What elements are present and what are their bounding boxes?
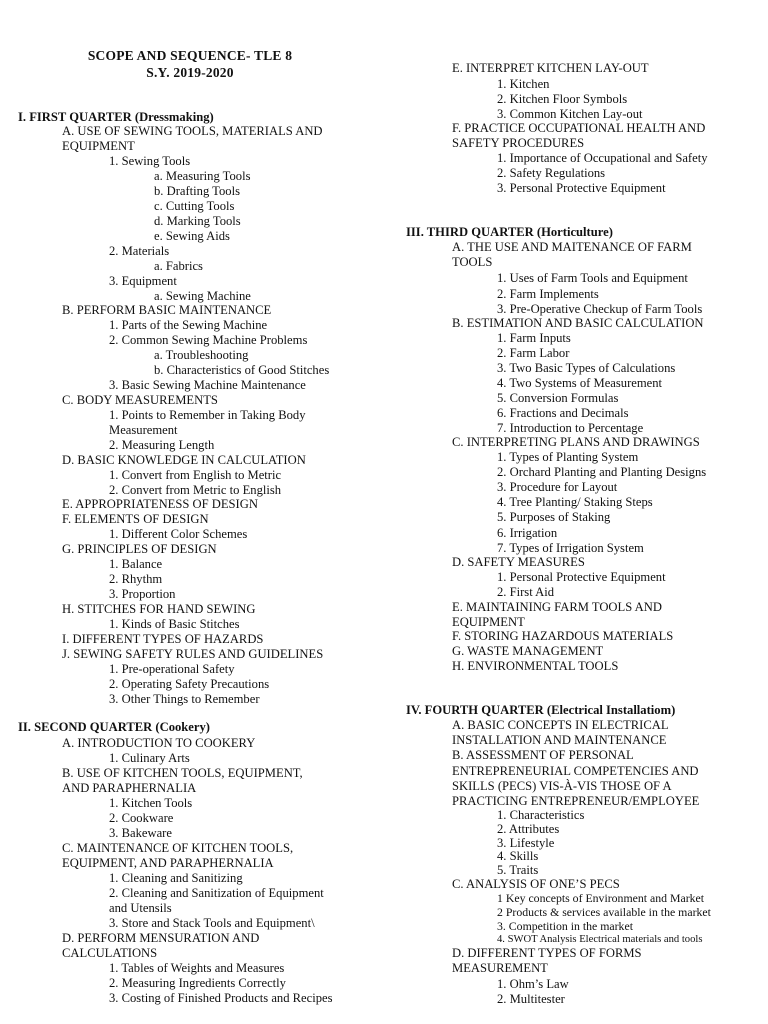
outline-line: 3. Costing of Finished Products and Recipes (109, 991, 333, 1005)
outline-line: PRACTICING ENTREPRENEUR/EMPLOYEE (452, 794, 700, 808)
outline-line: 1. Points to Remember in Taking Body (109, 408, 306, 422)
outline-line: 3. Competition in the market (497, 919, 633, 933)
outline-line: C. ANALYSIS OF ONE’S PECS (452, 877, 620, 891)
quarter-heading: III. THIRD QUARTER (Horticulture) (406, 225, 613, 239)
outline-line: a. Fabrics (154, 259, 203, 273)
outline-line: 1. Pre-operational Safety (109, 662, 235, 676)
outline-line: e. Sewing Aids (154, 229, 230, 243)
outline-line: 1. Kitchen Tools (109, 796, 193, 810)
outline-line: F. PRACTICE OCCUPATIONAL HEALTH AND (452, 121, 706, 135)
outline-line: J. SEWING SAFETY RULES AND GUIDELINES (62, 647, 324, 661)
outline-line: 3. Equipment (109, 274, 177, 288)
outline-line: 1. Personal Protective Equipment (497, 570, 666, 584)
outline-line: 1. Ohm’s Law (497, 977, 569, 991)
outline-line: Measurement (109, 423, 178, 437)
outline-line: E. MAINTAINING FARM TOOLS AND (452, 600, 662, 614)
outline-line: EQUIPMENT (452, 615, 525, 629)
outline-line: 4. Two Systems of Measurement (497, 376, 663, 390)
outline-line: H. STITCHES FOR HAND SEWING (62, 602, 256, 616)
outline-line: 5. Traits (497, 863, 539, 877)
outline-line: D. BASIC KNOWLEDGE IN CALCULATION (62, 453, 306, 467)
outline-line: B. ASSESSMENT OF PERSONAL (452, 748, 634, 762)
outline-line: TOOLS (452, 255, 493, 269)
outline-line: 4. SWOT Analysis Electrical materials and tools (497, 934, 703, 945)
outline-line: c. Cutting Tools (154, 199, 235, 213)
outline-line: B. ESTIMATION AND BASIC CALCULATION (452, 316, 704, 330)
outline-line: 4. Tree Planting/ Staking Steps (497, 495, 653, 509)
outline-line: 3. Other Things to Remember (109, 692, 260, 706)
outline-line: b. Drafting Tools (154, 184, 240, 198)
quarter-heading: I. FIRST QUARTER (Dressmaking) (18, 110, 214, 124)
outline-line: 4. Skills (497, 849, 539, 863)
outline-line: 2. Multitester (497, 992, 565, 1006)
outline-line: 1 Key concepts of Environment and Market (497, 891, 705, 905)
outline-line: 2 Products & services available in the market (497, 905, 711, 919)
outline-line: 2. Rhythm (109, 572, 163, 586)
outline-line: G. WASTE MANAGEMENT (452, 644, 604, 658)
outline-line: 1. Characteristics (497, 808, 585, 822)
outline-line: I. DIFFERENT TYPES OF HAZARDS (62, 632, 264, 646)
outline-line: 7. Introduction to Percentage (497, 421, 644, 435)
document-title: SCOPE AND SEQUENCE- TLE 8 (87, 48, 293, 63)
outline-line: 3. Proportion (109, 587, 176, 601)
outline-line: EQUIPMENT, AND PARAPHERNALIA (62, 856, 274, 870)
outline-line: 5. Conversion Formulas (497, 391, 619, 405)
outline-line: 2. Common Sewing Machine Problems (109, 333, 308, 347)
outline-line: 2. Convert from Metric to English (109, 483, 282, 497)
quarter-heading: II. SECOND QUARTER (Cookery) (18, 720, 210, 734)
outline-line: 3. Personal Protective Equipment (497, 181, 666, 195)
outline-line: 6. Irrigation (497, 526, 558, 540)
outline-line: A. BASIC CONCEPTS IN ELECTRICAL (452, 718, 669, 732)
outline-line: 2. Kitchen Floor Symbols (497, 92, 628, 106)
outline-line: B. PERFORM BASIC MAINTENANCE (62, 303, 272, 317)
outline-line: B. USE OF KITCHEN TOOLS, EQUIPMENT, (62, 766, 303, 780)
outline-line: 1. Farm Inputs (497, 331, 571, 345)
outline-line: C. INTERPRETING PLANS AND DRAWINGS (452, 435, 700, 449)
outline-line: 2. Safety Regulations (497, 166, 606, 180)
outline-line: 2. Measuring Length (109, 438, 215, 452)
outline-line: 2. Farm Labor (497, 346, 570, 360)
outline-line: SKILLS (PECS) VIS-À-VIS THOSE OF A (452, 779, 672, 793)
outline-line: A. INTRODUCTION TO COOKERY (62, 736, 256, 750)
outline-line: 1. Types of Planting System (497, 450, 639, 464)
outline-line: a. Troubleshooting (154, 348, 249, 362)
outline-line: INSTALLATION AND MAINTENANCE (452, 733, 667, 747)
outline-line: 1. Convert from English to Metric (109, 468, 282, 482)
outline-line: 6. Fractions and Decimals (497, 406, 629, 420)
outline-line: D. PERFORM MENSURATION AND (62, 931, 260, 945)
outline-line: AND PARAPHERNALIA (62, 781, 197, 795)
outline-line: EQUIPMENT (62, 139, 135, 153)
outline-line: SAFETY PROCEDURES (452, 136, 585, 150)
outline-line: C. MAINTENANCE OF KITCHEN TOOLS, (62, 841, 294, 855)
outline-line: 2. Measuring Ingredients Correctly (109, 976, 286, 990)
outline-line: E. INTERPRET KITCHEN LAY-OUT (452, 61, 649, 75)
outline-line: 2. Cleaning and Sanitization of Equipment (109, 886, 324, 900)
outline-line: A. THE USE AND MAITENANCE OF FARM (452, 240, 692, 254)
outline-line: 2. Operating Safety Precautions (109, 677, 270, 691)
outline-line: 3. Common Kitchen Lay-out (497, 107, 643, 121)
outline-line: 1. Cleaning and Sanitizing (109, 871, 243, 885)
outline-line: a. Sewing Machine (154, 289, 251, 303)
outline-line: 1. Uses of Farm Tools and Equipment (497, 271, 688, 285)
outline-line: 5. Purposes of Staking (497, 510, 611, 524)
outline-line: ENTREPRENEURIAL COMPETENCIES AND (452, 764, 699, 778)
outline-line: F. STORING HAZARDOUS MATERIALS (452, 629, 674, 643)
outline-line: C. BODY MEASUREMENTS (62, 393, 218, 407)
outline-line: 3. Store and Stack Tools and Equipment\ (109, 916, 315, 930)
outline-line: d. Marking Tools (154, 214, 241, 228)
outline-line: 1. Sewing Tools (109, 154, 191, 168)
outline-line: 1. Importance of Occupational and Safety (497, 151, 708, 165)
outline-line: 2. First Aid (497, 585, 555, 599)
outline-line: and Utensils (109, 901, 172, 915)
outline-line: 3. Procedure for Layout (497, 480, 618, 494)
outline-line: F. ELEMENTS OF DESIGN (62, 512, 209, 526)
outline-line: D. DIFFERENT TYPES OF FORMS (452, 946, 642, 960)
outline-line: 1. Different Color Schemes (109, 527, 248, 541)
outline-line: 2. Farm Implements (497, 287, 599, 301)
outline-line: 1. Balance (109, 557, 163, 571)
outline-line: 1. Parts of the Sewing Machine (109, 318, 268, 332)
outline-line: 7. Types of Irrigation System (497, 541, 644, 555)
outline-line: 2. Orchard Planting and Planting Designs (497, 465, 707, 479)
outline-line: 1. Culinary Arts (109, 751, 190, 765)
outline-line: G. PRINCIPLES OF DESIGN (62, 542, 217, 556)
outline-line: H. ENVIRONMENTAL TOOLS (452, 659, 619, 673)
outline-line: a. Measuring Tools (154, 169, 251, 183)
outline-line: E. APPROPRIATENESS OF DESIGN (62, 497, 258, 511)
outline-line: 3. Bakeware (109, 826, 172, 840)
outline-line: 3. Basic Sewing Machine Maintenance (109, 378, 306, 392)
outline-line: 3. Pre-Operative Checkup of Farm Tools (497, 302, 703, 316)
outline-line: MEASUREMENT (452, 961, 548, 975)
outline-line: b. Characteristics of Good Stitches (154, 363, 330, 377)
outline-line: 3. Two Basic Types of Calculations (497, 361, 676, 375)
outline-line: A. USE OF SEWING TOOLS, MATERIALS AND (62, 124, 323, 138)
outline-line: 1. Tables of Weights and Measures (109, 961, 285, 975)
outline-line: 1. Kinds of Basic Stitches (109, 617, 240, 631)
outline-line: 2. Materials (109, 244, 170, 258)
school-year: S.Y. 2019-2020 (146, 65, 234, 80)
outline-line: 1. Kitchen (497, 77, 550, 91)
outline-line: 2. Attributes (497, 822, 560, 836)
outline-line: 2. Cookware (109, 811, 174, 825)
outline-line: 3. Lifestyle (497, 836, 555, 850)
outline-line: D. SAFETY MEASURES (452, 555, 585, 569)
quarter-heading: IV. FOURTH QUARTER (Electrical Installatiom) (406, 703, 676, 717)
outline-line: CALCULATIONS (62, 946, 158, 960)
